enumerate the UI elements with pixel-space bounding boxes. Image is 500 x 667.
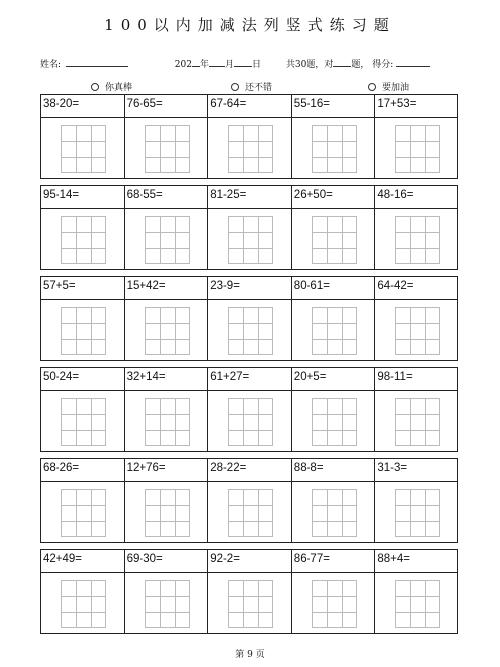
vertical-calc-grid[interactable] <box>145 216 190 264</box>
vertical-calc-grid[interactable] <box>145 489 190 537</box>
vertical-calc-grid[interactable] <box>61 398 106 446</box>
equation-text: 81-25= <box>210 189 247 201</box>
equation-text: 38-20= <box>43 98 80 110</box>
name-blank[interactable] <box>66 57 128 67</box>
rating-option-great[interactable] <box>91 80 132 93</box>
problem-cell <box>375 186 459 269</box>
rating-label: 还不错 <box>245 83 273 93</box>
problem-cell <box>292 277 376 360</box>
problem-row <box>40 185 458 270</box>
problem-cell <box>292 95 376 178</box>
equation-text: 80-61= <box>293 280 330 292</box>
vertical-calc-grid[interactable] <box>312 489 357 537</box>
rating-label: 要加油 <box>382 83 410 93</box>
vertical-calc-grid[interactable] <box>61 489 106 537</box>
vertical-calc-grid[interactable] <box>312 307 357 355</box>
vertical-calc-grid[interactable] <box>145 580 190 628</box>
rating-label: 你真棒 <box>105 83 133 93</box>
correct-blank[interactable] <box>333 57 351 67</box>
problem-cell <box>375 550 459 633</box>
problem-row <box>40 276 458 361</box>
equation-text: 17+53= <box>377 98 417 110</box>
equation-text: 57+5= <box>43 280 76 292</box>
vertical-calc-grid[interactable] <box>395 307 440 355</box>
score-label: 得分: <box>372 60 394 70</box>
total-text: 共30题，对 <box>285 60 334 70</box>
problem-cell <box>375 459 459 542</box>
equation-text: 61+27= <box>210 371 250 383</box>
equation-text: 42+49= <box>43 553 83 565</box>
score-blank[interactable] <box>396 57 430 67</box>
problem-cell <box>292 368 376 451</box>
equation-text: 50-24= <box>43 371 80 383</box>
problem-cell <box>41 277 125 360</box>
equation-text: 69-30= <box>126 553 163 565</box>
equation-text: 68-26= <box>43 462 80 474</box>
vertical-calc-grid[interactable] <box>395 398 440 446</box>
vertical-calc-grid[interactable] <box>312 398 357 446</box>
problem-cell <box>208 277 292 360</box>
vertical-calc-grid[interactable] <box>228 216 273 264</box>
equation-text: 31-3= <box>377 462 408 474</box>
month-label: 月 <box>225 60 235 70</box>
vertical-calc-grid[interactable] <box>228 398 273 446</box>
problem-row <box>40 367 458 452</box>
problem-cell <box>375 95 459 178</box>
year-blank[interactable] <box>192 57 200 67</box>
equation-text: 76-65= <box>126 98 163 110</box>
problem-cell <box>292 186 376 269</box>
equation-text: 55-16= <box>293 98 330 110</box>
problem-row <box>40 458 458 543</box>
vertical-calc-grid[interactable] <box>145 307 190 355</box>
problem-cell <box>41 95 125 178</box>
equation-text: 88+4= <box>377 553 411 565</box>
problem-cell <box>125 186 209 269</box>
equation-text: 86-77= <box>293 553 330 565</box>
vertical-calc-grid[interactable] <box>61 307 106 355</box>
page-number: 第 9 页 <box>235 650 265 660</box>
rating-circle-icon[interactable] <box>368 83 376 91</box>
equation-text: 20+5= <box>293 371 327 383</box>
problem-cell <box>41 459 125 542</box>
problem-cell <box>41 368 125 451</box>
vertical-calc-grid[interactable] <box>145 125 190 173</box>
problem-cell <box>208 95 292 178</box>
problem-row <box>40 549 458 634</box>
vertical-calc-grid[interactable] <box>395 125 440 173</box>
problem-row <box>40 94 458 179</box>
vertical-calc-grid[interactable] <box>61 216 106 264</box>
equation-text: 32+14= <box>126 371 166 383</box>
name-label: 姓名: <box>40 60 62 70</box>
problem-cell <box>375 368 459 451</box>
problem-cell <box>125 95 209 178</box>
equation-text: 64-42= <box>377 280 414 292</box>
vertical-calc-grid[interactable] <box>395 580 440 628</box>
exercise-sheet <box>40 94 458 634</box>
problem-cell <box>125 277 209 360</box>
vertical-calc-grid[interactable] <box>145 398 190 446</box>
year-label: 年 <box>199 60 209 70</box>
equation-text: 12+76= <box>126 462 166 474</box>
equation-text: 67-64= <box>210 98 247 110</box>
problem-cell <box>41 186 125 269</box>
month-blank[interactable] <box>209 57 225 67</box>
equation-text: 23-9= <box>210 280 240 292</box>
day-label: 日 <box>252 60 262 70</box>
equation-text: 48-16= <box>377 189 414 201</box>
vertical-calc-grid[interactable] <box>228 307 273 355</box>
vertical-calc-grid[interactable] <box>228 125 273 173</box>
vertical-calc-grid[interactable] <box>61 125 106 173</box>
problem-cell <box>208 459 292 542</box>
problem-cell <box>125 459 209 542</box>
vertical-calc-grid[interactable] <box>312 216 357 264</box>
vertical-calc-grid[interactable] <box>312 125 357 173</box>
problem-cell <box>125 550 209 633</box>
equation-text: 98-11= <box>377 371 413 383</box>
equation-text: 68-55= <box>126 189 163 201</box>
equation-text: 15+42= <box>126 280 166 292</box>
rating-circle-icon[interactable] <box>231 83 239 91</box>
day-blank[interactable] <box>234 57 252 67</box>
vertical-calc-grid[interactable] <box>395 489 440 537</box>
problem-cell <box>292 550 376 633</box>
problem-cell <box>41 550 125 633</box>
equation-text: 88-8= <box>293 462 324 474</box>
student-info-line <box>40 57 470 70</box>
correct-suffix: 题， <box>351 60 370 70</box>
vertical-calc-grid[interactable] <box>312 580 357 628</box>
problem-cell <box>125 368 209 451</box>
problem-cell <box>208 186 292 269</box>
problem-cell <box>208 550 292 633</box>
page-title: 100以内加减法列竖式练习题 <box>104 16 396 34</box>
rating-option-good[interactable] <box>231 80 272 93</box>
vertical-calc-grid[interactable] <box>61 580 106 628</box>
vertical-calc-grid[interactable] <box>228 580 273 628</box>
rating-circle-icon[interactable] <box>91 83 99 91</box>
equation-text: 28-22= <box>210 462 247 474</box>
equation-text: 92-2= <box>210 553 240 565</box>
problem-cell <box>375 277 459 360</box>
problem-cell <box>208 368 292 451</box>
vertical-calc-grid[interactable] <box>395 216 440 264</box>
vertical-calc-grid[interactable] <box>228 489 273 537</box>
equation-text: 95-14= <box>43 189 80 201</box>
problem-cell <box>292 459 376 542</box>
year-prefix: 202 <box>174 60 192 70</box>
rating-option-try-harder[interactable] <box>368 80 409 93</box>
equation-text: 26+50= <box>293 189 333 201</box>
